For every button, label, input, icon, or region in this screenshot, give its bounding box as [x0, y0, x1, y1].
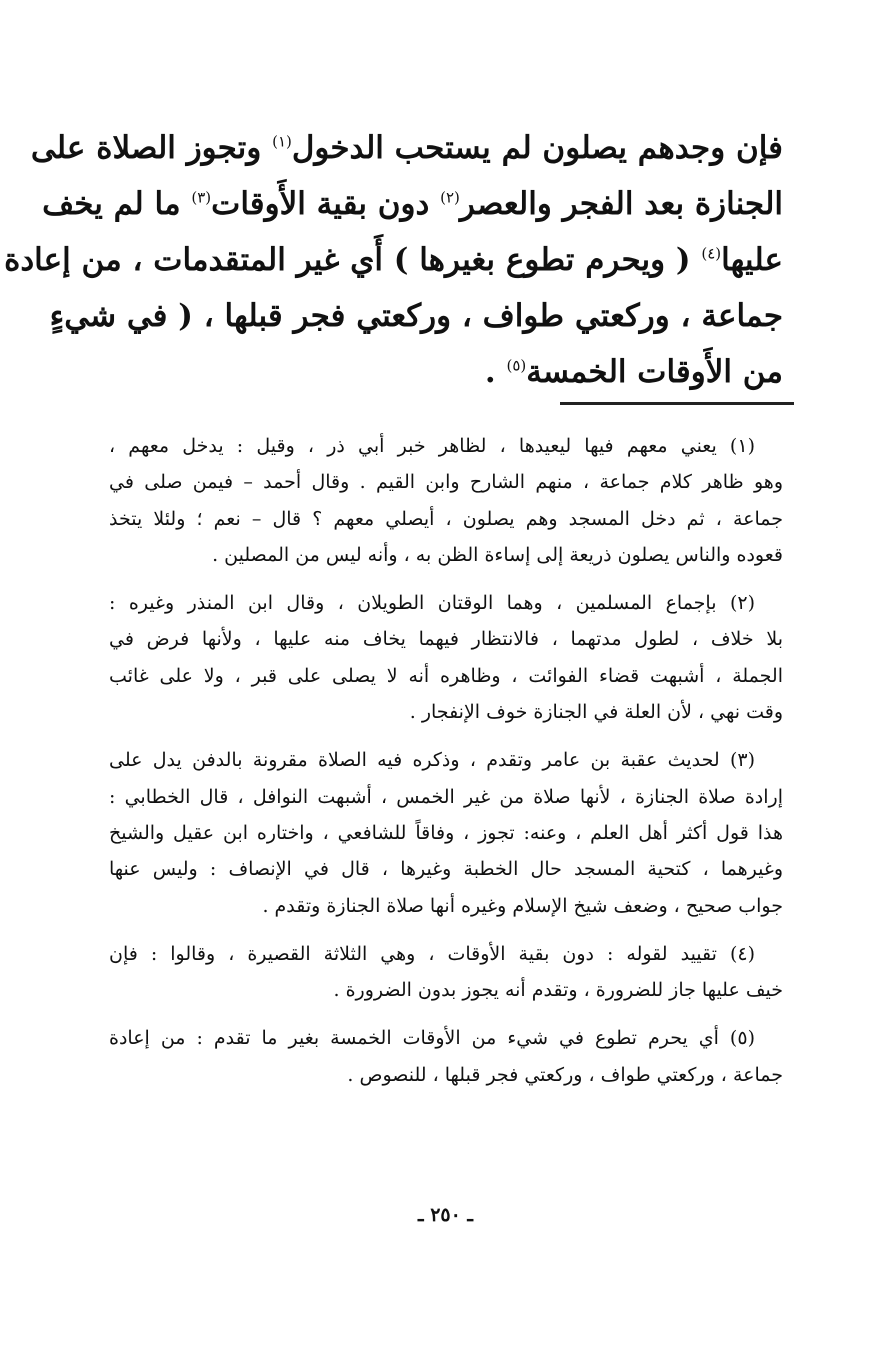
main-text-line — [30, 120, 783, 176]
footnote-line: وهو ظاهر كلام جماعة ، منهم الشارح وابن القيم . وقال أحمد – فيمن صلى في — [109, 471, 783, 494]
footnote-marker: (٥) — [506, 356, 527, 375]
footnote-line: خيف عليها جاز للضرورة ، وتقدم أنه يجوز بدون الضرورة . — [333, 979, 783, 1002]
footnote-line: جواب صحيح ، وضعف شيخ الإسلام وغيره أنها صلاة الجنازة وتقدم . — [262, 894, 783, 917]
footnote-marker: (٢) — [440, 188, 460, 207]
footnote-line: (٢) بإجماع المسلمين ، وهما الوقتان الطويلان ، وقال ابن المنذر وغيره : — [109, 592, 755, 615]
footnote-marker: (٣) — [191, 188, 212, 207]
footnote — [109, 1020, 783, 1093]
main-text-segment: وتجوز الصلاة على — [30, 130, 273, 166]
footnote-line: الجملة ، أشبهت قضاء الفوائت ، وظاهره أنه لا يصلى على قبر ، ولا على غائب — [109, 664, 784, 687]
main-text-segment: جماعة ، وركعتي طواف ، وركعتي فجر قبلها ، ( في شيءٍ — [49, 298, 783, 334]
main-text — [4, 120, 783, 400]
main-text-segment: . — [484, 354, 507, 390]
footnote-line: (٣) لحديث عقبة بن عامر وتقدم ، وذكره فيه الصلاة مقرونة بالدفن يدل على — [109, 749, 755, 772]
main-text-segment: الجنازة بعد الفجر والعصر — [459, 186, 783, 222]
footnote — [109, 428, 783, 573]
footnote — [109, 742, 783, 923]
footnote-line: إرادة صلاة الجنازة ، لأنها صلاة من غير الخمس ، أشبهت النوافل ، قال الخطابي : — [109, 785, 783, 808]
footnotes — [109, 428, 783, 1105]
footnote — [109, 585, 783, 730]
footnote-marker: (١) — [272, 132, 292, 151]
main-text-segment: دون بقية الأَوقات — [211, 186, 441, 222]
main-text-segment: فإن وجدهم يصلون لم يستحب الدخول — [291, 130, 783, 166]
page-number: ـ ٢٥٠ ـ — [418, 1204, 473, 1226]
footnote-line: جماعة ، ثم دخل المسجد وهم يصلون ، أيصلي معهم ؟ قال – نعم ؛ ولئلا يتخذ — [109, 507, 783, 530]
footnote-line: (١) يعني معهم فيها ليعيدها ، لظاهر خبر أبي ذر ، وقيل : يدخل معهم ، — [109, 435, 755, 457]
main-text-line — [4, 232, 783, 288]
footnote-line: (٤) تقييد لقوله : دون بقية الأوقات ، وهي الثلاثة القصيرة ، وقالوا : فإن — [109, 942, 755, 965]
footnote-line: وقت نهي ، لأن العلة في الجنازة خوف الإنفجار . — [409, 701, 783, 724]
footnote-line: قعوده والناس يصلون ذريعة إلى إساءة الظن به ، وأنه ليس من المصلين . — [212, 543, 783, 566]
footnote-marker: (٤) — [701, 244, 722, 263]
main-text-line — [93, 344, 783, 400]
footnote-line: (٥) أي يحرم تطوع في شيء من الأوقات الخمسة بغير ما تقدم : من إعادة — [109, 1027, 755, 1050]
main-text-segment: من الأَوقات الخمسة — [526, 354, 783, 390]
main-text-line — [49, 288, 783, 344]
footnote-line: هذا قول أكثر أهل العلم ، وعنه: تجوز ، وفاقاً للشافعي ، واختاره ابن عقيل والشيخ — [109, 821, 783, 844]
main-text-line — [42, 176, 783, 232]
footnote-line: بلا خلاف ، لطول مدتهما ، فالانتظار فيهما يخاف منه عليها ، ولأنها فرض في — [109, 628, 783, 651]
main-text-segment: ( ويحرم تطوع بغيرها ) أَي غير المتقدمات ، من إعادة — [4, 242, 702, 278]
footnote-line: وغيرهما ، كتحية المسجد حال الخطبة وغيرها ، قال في الإنصاف : وليس عنها — [109, 858, 783, 881]
footnote — [109, 936, 783, 1009]
main-text-segment: عليها — [721, 242, 783, 278]
footnote-divider — [560, 402, 794, 405]
footnote-line: جماعة ، وركعتي طواف ، وركعتي فجر قبلها ، للنصوص . — [347, 1063, 783, 1086]
main-text-segment: ما لم يخف — [42, 186, 192, 222]
